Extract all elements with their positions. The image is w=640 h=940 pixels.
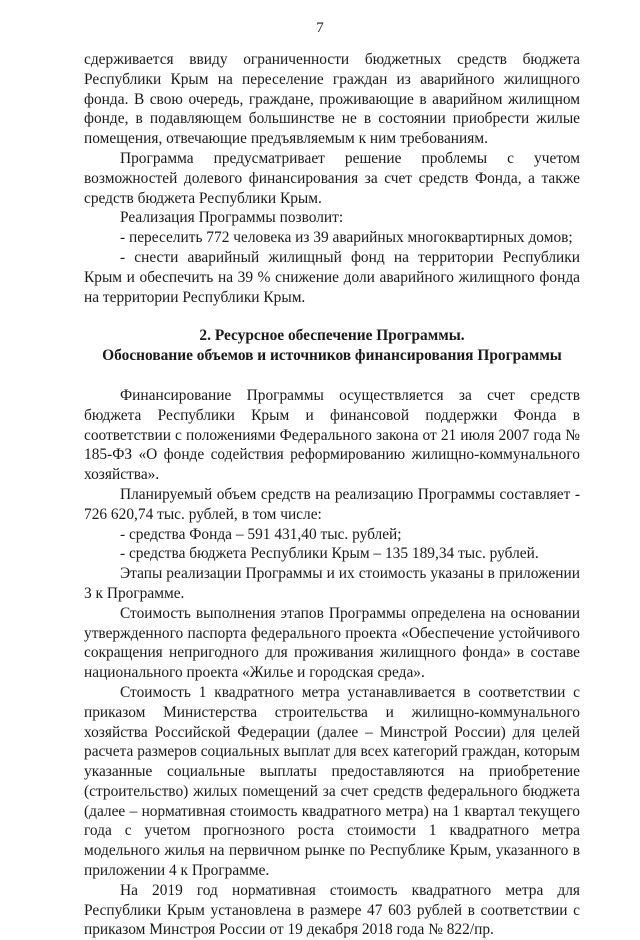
paragraph-square-meter-cost: Стоимость 1 квадратного метра устанавливается в соответствии с приказом Министерства строительства и жилищно-коммунального хозяйства Российской Федерации (далее – Минстрой России) для целей расчета размеров социальных выплат для всех категорий граждан, которым указанные социальные выплаты предоставляются на приобретение (строительство) жилых помещений за счет средств федерального бюджета (далее – нормативная стоимость квадратного метра) на 1 квартал текущего года с учетом прогнозного роста стоимости 1 квадратного метра модельного жилья на первичном рынке по Республике Крым, указанного в приложении 4 к Программе. xyxy=(84,683,580,880)
paragraph-stages: Этапы реализации Программы и их стоимость указаны в приложении 3 к Программе. xyxy=(84,565,580,602)
list-item-resettle: - переселить 772 человека из 39 аварийных многоквартирных домов; xyxy=(120,229,573,247)
paragraph-financing: Финансирование Программы осуществляется за счет средств бюджета Республики Крым и финансовой поддержки Фонда в соответствии с положениями Федерального закона от 21 июля 2007 года № 185-ФЗ «О фонде содействия реформированию жилищно-коммунального хозяйства». xyxy=(84,386,580,484)
list-item-demolish: - снести аварийный жилищный фонд на территории Республики Крым и обеспечить на 39 % снижение доли аварийного жилищного фонда на территории Республики Крым. xyxy=(84,248,580,306)
paragraph-program-solution: Программа предусматривает решение проблемы с учетом возможностей долевого финансирования за счет средств Фонда, а также средств бюджета Республики Крым. xyxy=(84,149,580,207)
paragraph-program-allows: Реализация Программы позволит: xyxy=(120,209,344,227)
paragraph-2019-cost: На 2019 год нормативная стоимость квадратного метра для Республики Крым установлена в размере 47 603 рублей в соответствии с приказом Минстроя России от 19 декабря 2018 года № 822/пр. xyxy=(84,881,580,939)
page-number: 7 xyxy=(316,20,324,36)
paragraph-stage-cost: Стоимость выполнения этапов Программы определена на основании утвержденного паспорта федерального проекта «Обеспечение устойчивого сокращения непригодного для проживания жилищного фонда» в составе национального проекта «Жилье и городская среда». xyxy=(84,604,580,682)
paragraph-planned-volume: Планируемый объем средств на реализацию Программы составляет - 726 620,74 тыс. рублей, в том числе: xyxy=(84,485,580,523)
section-heading-line1: 2. Ресурсное обеспечение Программы. xyxy=(199,327,465,345)
list-item-budget-money: - средства бюджета Республики Крым – 135 189,34 тыс. рублей. xyxy=(120,545,539,563)
section-heading-line2: Обоснование объемов и источников финансирования Программы xyxy=(102,347,562,365)
paragraph-continuation: сдерживается ввиду ограниченности бюджетных средств бюджета Республики Крым на переселение граждан из аварийного жилищного фонда. В свою очередь, граждане, проживающие в аварийном жилищном фонде, в подавляющем большинстве не в состоянии приобрести жилые помещения, отвечающие предъявляемым к ним требованиям. xyxy=(84,51,580,148)
page-body xyxy=(84,50,580,940)
list-item-fund-money: - средства Фонда – 591 431,40 тыс. рублей; xyxy=(120,525,402,543)
